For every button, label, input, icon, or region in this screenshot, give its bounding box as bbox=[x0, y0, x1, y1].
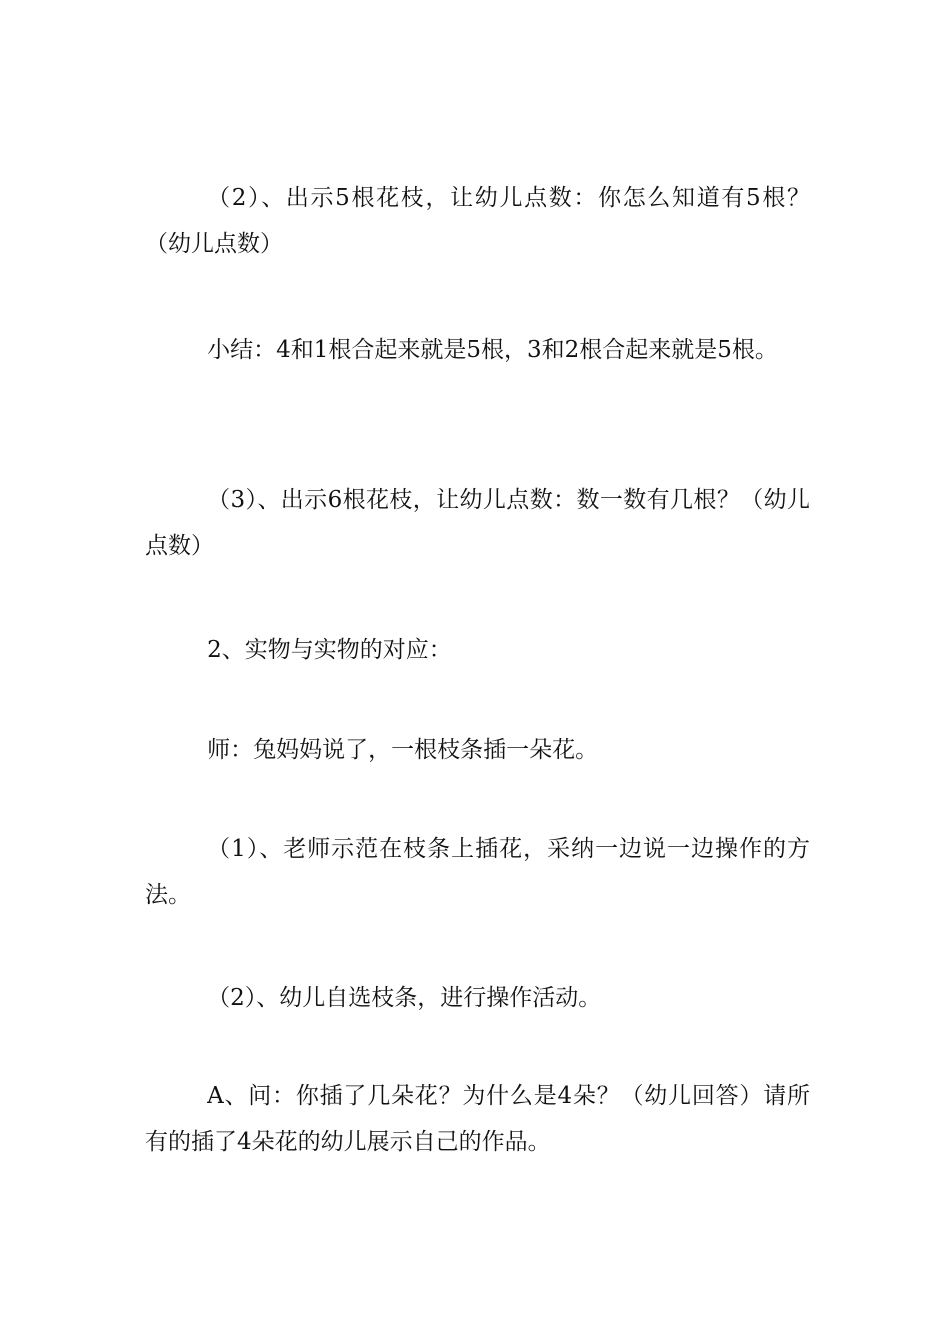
paragraph-children-operate: （2）、幼儿自选枝条，进行操作活动。 bbox=[207, 985, 602, 1011]
paragraph-summary: 小结：4和1根合起来就是5根，3和2根合起来就是5根。 bbox=[207, 337, 778, 363]
paragraph-teacher-says: 师：兔妈妈说了，一根枝条插一朵花。 bbox=[207, 737, 599, 763]
paragraph-show-6-branches: （3）、出示6根花枝，让幼儿点数：数一数有几根？（幼儿点数） bbox=[145, 487, 810, 559]
paragraph-question-answer: A、问：你插了几朵花？为什么是4朵？（幼儿回答）请所有的插了4朵花的幼儿展示自己的作品。 bbox=[145, 1083, 810, 1155]
paragraph-show-5-branches: （2）、出示5根花枝，让幼儿点数：你怎么知道有5根？（幼儿点数） bbox=[145, 185, 810, 257]
paragraph-object-correspondence: 2、实物与实物的对应： bbox=[207, 637, 452, 663]
paragraph-teacher-demo: （1）、老师示范在枝条上插花，采纳一边说一边操作的方法。 bbox=[145, 836, 810, 908]
